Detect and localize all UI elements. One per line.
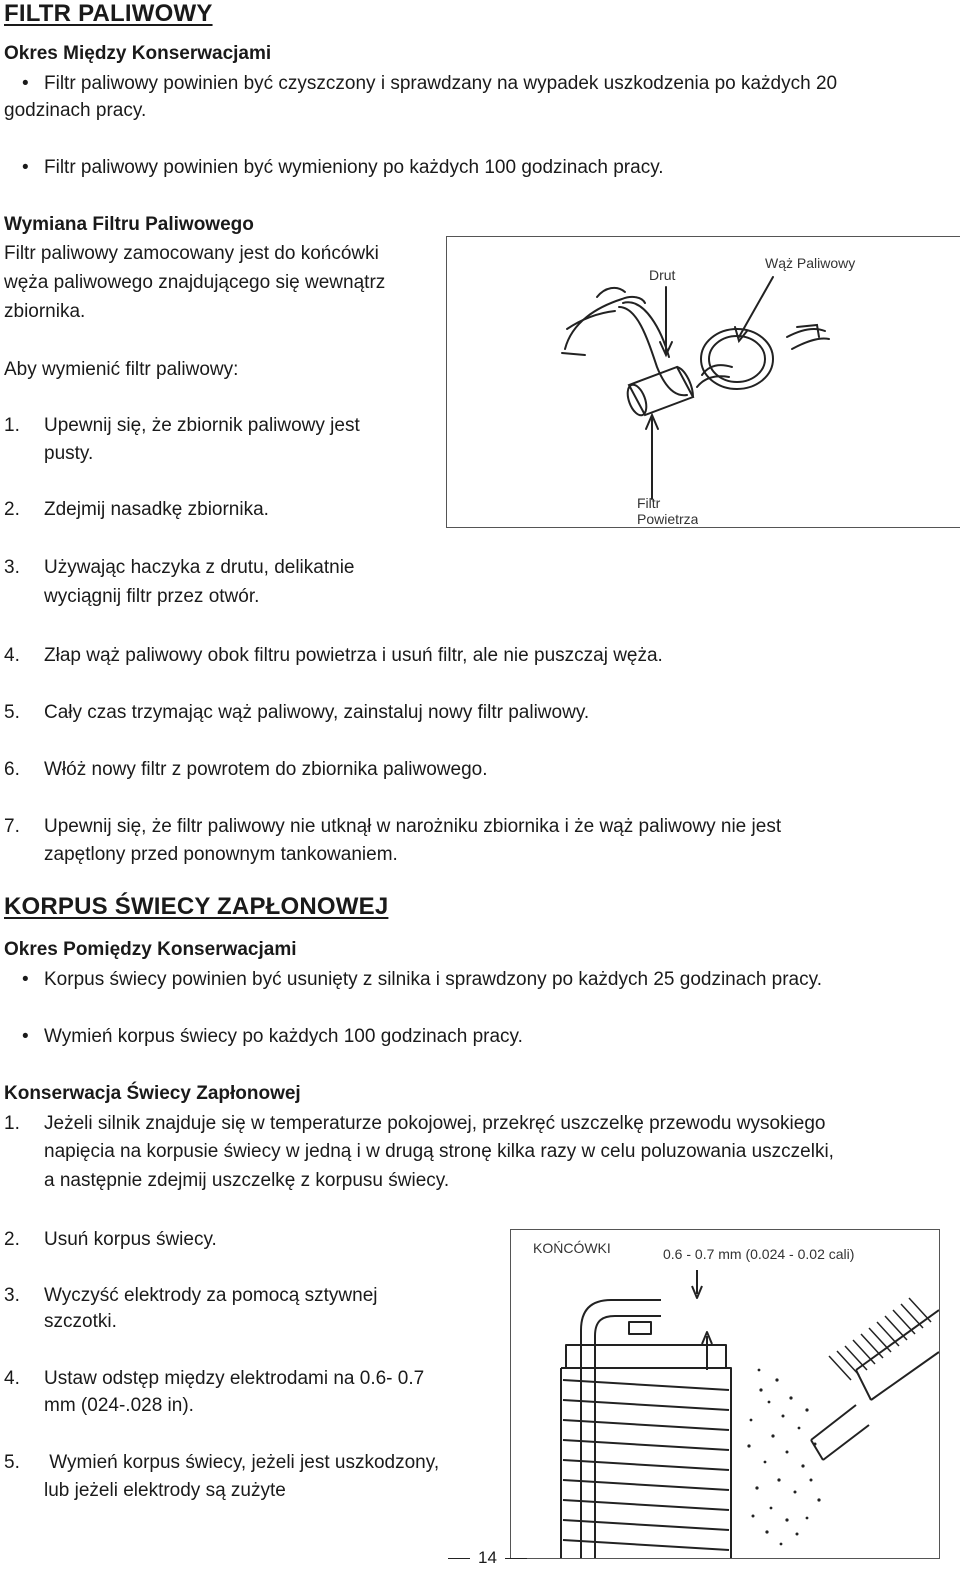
bullet-icon: • [22, 969, 29, 990]
spark-plug-figure [510, 1229, 940, 1559]
bullet-text: Filtr paliwowy powinien być czyszczony i sprawdzany na wypadek uszkodzenia po każdych 20 [44, 73, 838, 94]
dash-left [448, 1558, 470, 1560]
step-number: 6. [4, 759, 20, 780]
label-wire: Drut [649, 267, 676, 283]
step-text: Wyczyść elektrody za pomocą sztywnej [44, 1285, 378, 1306]
label-air-filter-1: Filtr [637, 495, 661, 511]
step-number: 2. [4, 499, 20, 520]
step-text: Upewnij się, że zbiornik paliwowy jest [44, 415, 360, 436]
step-text: pusty. [44, 443, 94, 464]
step-number: 3. [4, 1285, 20, 1306]
bullet-text: Korpus świecy powinien być usunięty z silnika i sprawdzony po każdych 25 godzinach pracy. [44, 969, 822, 990]
fuel-filter-illustration [447, 237, 960, 527]
spark-plug-illustration [511, 1230, 939, 1558]
step-number: 5. [4, 702, 20, 723]
bullet-icon: • [22, 1026, 29, 1047]
replace-filter-heading: Wymiana Filtru Paliwowego [4, 214, 254, 235]
step-number: 1. [4, 1113, 20, 1134]
bullet-text: Filtr paliwowy powinien być wymieniony po każdych 100 godzinach pracy. [44, 157, 664, 178]
step-text: szczotki. [44, 1311, 117, 1332]
bullet-text-continued: godzinach pracy. [4, 100, 147, 121]
step-number: 4. [4, 645, 20, 666]
step-text: Ustaw odstęp między elektrodami na 0.6- 0.7 [44, 1368, 425, 1389]
step-text: lub jeżeli elektrody są zużyte [44, 1480, 286, 1501]
paragraph-line: Filtr paliwowy zamocowany jest do końcówki [4, 243, 379, 264]
maintenance-interval-heading: Okres Pomiędzy Konserwacjami [4, 939, 297, 960]
step-text: Włóż nowy filtr z powrotem do zbiornika paliwowego. [44, 759, 488, 780]
bullet-icon: • [22, 73, 29, 94]
dash-right [505, 1558, 527, 1560]
label-tips: KOŃCÓWKI [533, 1240, 611, 1256]
step-number: 1. [4, 415, 20, 436]
bullet-icon: • [22, 157, 29, 178]
step-number: 2. [4, 1229, 20, 1250]
step-text: Wymień korpus świecy, jeżeli jest uszkodzony, [44, 1452, 440, 1473]
step-text: wyciągnij filtr przez otwór. [44, 586, 260, 607]
step-text: Usuń korpus świecy. [44, 1229, 217, 1250]
label-air-filter-2: Powietrza [637, 511, 699, 525]
step-text: mm (024-.028 in). [44, 1395, 194, 1416]
step-text: Używając haczyka z drutu, delikatnie [44, 557, 355, 578]
label-fuel-hose: Wąż Paliwowy [765, 255, 856, 271]
step-text: Jeżeli silnik znajduje się w temperaturze pokojowej, przekręć uszczelkę przewodu wysokiego [44, 1113, 826, 1134]
section-title-fuel-filter: FILTR PALIWOWY [4, 0, 213, 27]
step-text: Złap wąż paliwowy obok filtru powietrza i usuń filtr, ale nie puszczaj węża. [44, 645, 663, 666]
maintenance-interval-heading: Okres Między Konserwacjami [4, 43, 272, 64]
bullet-text: Wymień korpus świecy po każdych 100 godzinach pracy. [44, 1026, 523, 1047]
step-text: Zdejmij nasadkę zbiornika. [44, 499, 269, 520]
step-text: napięcia na korpusie świecy w jedną i w drugą stronę kilka razy w celu poluzowania uszczelki, [44, 1141, 834, 1162]
step-number: 3. [4, 557, 20, 578]
paragraph-line: zbiornika. [4, 301, 86, 322]
label-gap: 0.6 - 0.7 mm (0.024 - 0.02 cali) [663, 1246, 855, 1262]
step-number: 4. [4, 1368, 20, 1389]
step-text: zapętlony przed ponownym tankowaniem. [44, 844, 398, 865]
step-text: Cały czas trzymając wąż paliwowy, zainstaluj nowy filtr paliwowy. [44, 702, 590, 723]
step-number: 7. [4, 816, 20, 837]
step-text: a następnie zdejmij uszczelkę z korpusu świecy. [44, 1170, 450, 1191]
paragraph-line: węża paliwowego znajdującego się wewnątrz [4, 272, 386, 293]
fuel-filter-figure [446, 236, 960, 528]
page-number-value: 14 [478, 1548, 497, 1567]
steps-intro: Aby wymienić filtr paliwowy: [4, 359, 239, 380]
section-title-spark-plug: KORPUS ŚWIECY ZAPŁONOWEJ [4, 893, 389, 920]
step-text: Upewnij się, że filtr paliwowy nie utknął w narożniku zbiornika i że wąż paliwowy nie jest [44, 816, 782, 837]
page-number [440, 1548, 535, 1568]
spark-plug-care-heading: Konserwacja Świecy Zapłonowej [4, 1083, 301, 1104]
step-number: 5. [4, 1452, 20, 1473]
